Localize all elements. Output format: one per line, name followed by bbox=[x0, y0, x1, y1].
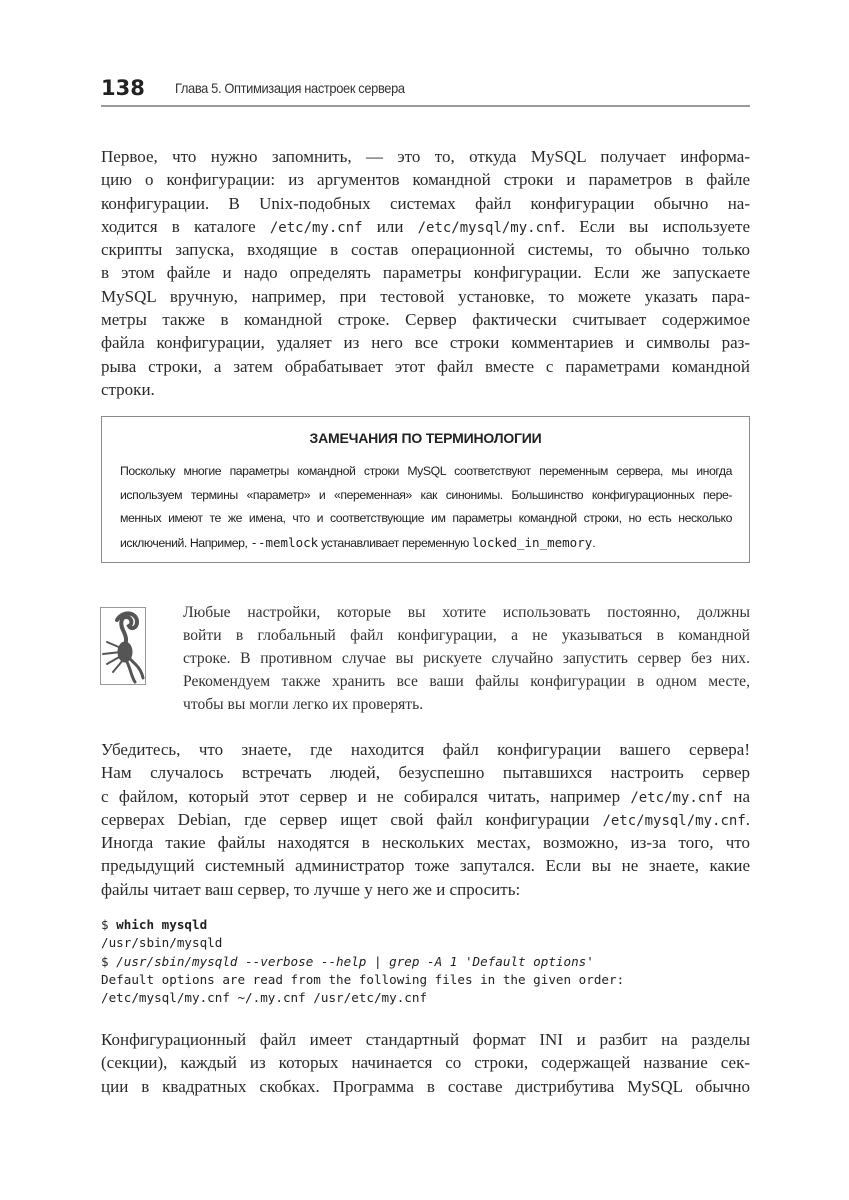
text-segment: менных имеют те же имена, что и соответствующие им параметры командной строки, но есть несколько bbox=[120, 511, 732, 525]
text-line bbox=[101, 192, 750, 215]
text-segment: рыва строки, а затем обрабатывает этот файл вместе с параметрами командной bbox=[101, 356, 750, 376]
code-line bbox=[101, 989, 624, 1007]
text-line bbox=[101, 1075, 750, 1098]
text-line bbox=[101, 738, 750, 761]
text-segment: Первое, что нужно запомнить, — это то, откуда MySQL получает информа- bbox=[101, 147, 750, 166]
text-line bbox=[183, 670, 750, 693]
text-line bbox=[183, 693, 750, 716]
text-segment: серверах Debian, где сервер ищет свой файл конфигурации bbox=[101, 809, 603, 829]
paragraph-3 bbox=[101, 1028, 750, 1098]
text-line bbox=[101, 831, 750, 854]
text-line bbox=[101, 145, 750, 168]
paragraph-2 bbox=[101, 738, 750, 901]
text-segment: ходится в каталоге bbox=[101, 216, 270, 236]
code-line bbox=[101, 916, 624, 934]
text-segment: конфигурации. В Unix-подобных системах файл конфигурации обычно на- bbox=[101, 193, 750, 213]
text-segment: исключений. Например, bbox=[120, 535, 251, 550]
text-line bbox=[101, 331, 750, 354]
tip-text bbox=[183, 601, 750, 716]
text-line bbox=[101, 878, 750, 901]
text-line bbox=[101, 1051, 750, 1074]
text-line bbox=[101, 285, 750, 308]
inline-code: /etc/my.cnf bbox=[269, 219, 363, 236]
text-segment: /usr/sbin/mysqld bbox=[101, 935, 223, 951]
text-segment: или bbox=[362, 216, 418, 236]
text-segment: /etc/mysql/my.cnf ~/.my.cnf /usr/etc/my.cnf bbox=[101, 990, 428, 1006]
code-line bbox=[101, 953, 624, 971]
inline-code: locked_in_memory bbox=[471, 534, 593, 550]
text-segment: (секции), каждый из которых начинается со строки, содержащей название сек- bbox=[101, 1053, 750, 1073]
text-segment: . Если вы используете bbox=[560, 216, 750, 236]
text-segment: Конфигурационный файл имеет стандартный формат INI и разбит на разделы bbox=[101, 1030, 750, 1049]
text-segment: . bbox=[592, 535, 596, 550]
text-line bbox=[101, 261, 750, 284]
running-header-chapter-title: Глава 5. Оптимизация настроек сервера bbox=[175, 80, 405, 96]
text-line bbox=[120, 507, 732, 531]
text-segment: $ bbox=[101, 953, 117, 969]
text-line bbox=[120, 484, 732, 508]
text-line bbox=[101, 785, 750, 808]
text-segment: предыдущий системный администратор тоже запутался. Если вы не знаете, какие bbox=[101, 856, 750, 876]
text-segment: Нам случалось встречать людей, безуспешно пытавшихся настроить сервер bbox=[101, 763, 750, 783]
text-segment: устанавливает переменную bbox=[318, 535, 472, 550]
text-line bbox=[101, 308, 750, 331]
code-block bbox=[101, 916, 624, 1007]
text-segment: ции в квадратных скобках. Программа в составе дистрибутива MySQL обычно bbox=[101, 1076, 750, 1096]
inline-code: /etc/my.cnf bbox=[630, 789, 724, 806]
code-line bbox=[101, 934, 624, 952]
paragraph-1 bbox=[101, 145, 750, 401]
code-line bbox=[101, 971, 624, 989]
text-segment: с файлом, который этот сервер и не собирался читать, например bbox=[101, 786, 631, 806]
text-segment: чтобы вы могли легко их проверять. bbox=[183, 696, 424, 713]
text-segment: войти в глобальный файл конфигурации, а не указываться в командной bbox=[183, 627, 750, 644]
text-line bbox=[183, 624, 750, 647]
header-divider bbox=[101, 105, 750, 107]
text-line bbox=[101, 355, 750, 378]
text-segment: используем термины «параметр» и «переменная» как синонимы. Большинство конфигурационных пере- bbox=[120, 487, 732, 502]
text-segment: цию о конфигурации: из аргументов командной строки и параметров в файле bbox=[101, 170, 750, 190]
text-segment: Убедитесь, что знаете, где находится файл конфигурации вашего сервера! bbox=[101, 740, 750, 759]
text-segment: Рекомендуем также хранить все ваши файлы конфигурации в одном месте, bbox=[183, 673, 750, 690]
text-segment: файлы читает ваш сервер, то лучше у него же и спросить: bbox=[101, 879, 521, 899]
scorpion-icon bbox=[100, 607, 146, 685]
page-number: 138 bbox=[101, 76, 145, 100]
inline-code: /etc/mysql/my.cnf bbox=[417, 219, 561, 236]
terminology-note-box bbox=[101, 416, 750, 563]
text-segment: Любые настройки, которые вы хотите использовать постоянно, должны bbox=[183, 604, 750, 621]
text-segment: Иногда такие файлы находятся в нескольких местах, возможно, из-за того, что bbox=[101, 833, 750, 853]
text-segment: строке. В противном случае вы рискуете случайно запустить сервер без них. bbox=[183, 650, 750, 667]
note-box-body bbox=[120, 460, 732, 554]
text-line bbox=[101, 168, 750, 191]
text-segment: Default options are read from the following files in the given order: bbox=[101, 971, 625, 987]
text-line bbox=[101, 238, 750, 261]
text-line bbox=[101, 854, 750, 877]
text-line bbox=[101, 215, 750, 238]
text-line bbox=[120, 531, 732, 555]
text-segment: метры также в командной строке. Сервер фактически считывает содержимое bbox=[101, 310, 750, 330]
command-input-italic: /usr/sbin/mysqld --verbose --help | grep -A 1 'Default options' bbox=[116, 953, 594, 969]
text-line bbox=[183, 601, 750, 624]
text-line bbox=[120, 460, 732, 484]
text-line bbox=[183, 647, 750, 670]
text-line bbox=[101, 378, 750, 401]
text-segment: на bbox=[723, 786, 750, 806]
inline-code: /etc/mysql/my.cnf bbox=[602, 812, 746, 829]
text-segment: MySQL вручную, например, при тестовой установке, то можете указать пара- bbox=[101, 286, 750, 306]
text-segment: файла конфигурации, удаляет из него все строки комментариев и символы раз- bbox=[101, 333, 750, 353]
text-segment: Поскольку многие параметры командной строки MySQL соответствуют переменным сервера, мы иногда bbox=[120, 464, 732, 478]
text-line bbox=[101, 808, 750, 831]
note-box-title: ЗАМЕЧАНИЯ ПО ТЕРМИНОЛОГИИ bbox=[309, 430, 542, 446]
text-line bbox=[101, 1028, 750, 1051]
text-segment: . bbox=[745, 809, 750, 829]
text-segment: скрипты запуска, входящие в состав операционной системы, то обычно только bbox=[101, 240, 750, 260]
command-input: which mysqld bbox=[116, 917, 208, 932]
inline-code: --memlock bbox=[250, 534, 319, 550]
text-segment: $ bbox=[101, 917, 117, 932]
text-line bbox=[101, 761, 750, 784]
text-segment: строки. bbox=[101, 379, 155, 399]
text-segment: в этом файле и надо определять параметры конфигурации. Если же запускаете bbox=[101, 263, 750, 283]
